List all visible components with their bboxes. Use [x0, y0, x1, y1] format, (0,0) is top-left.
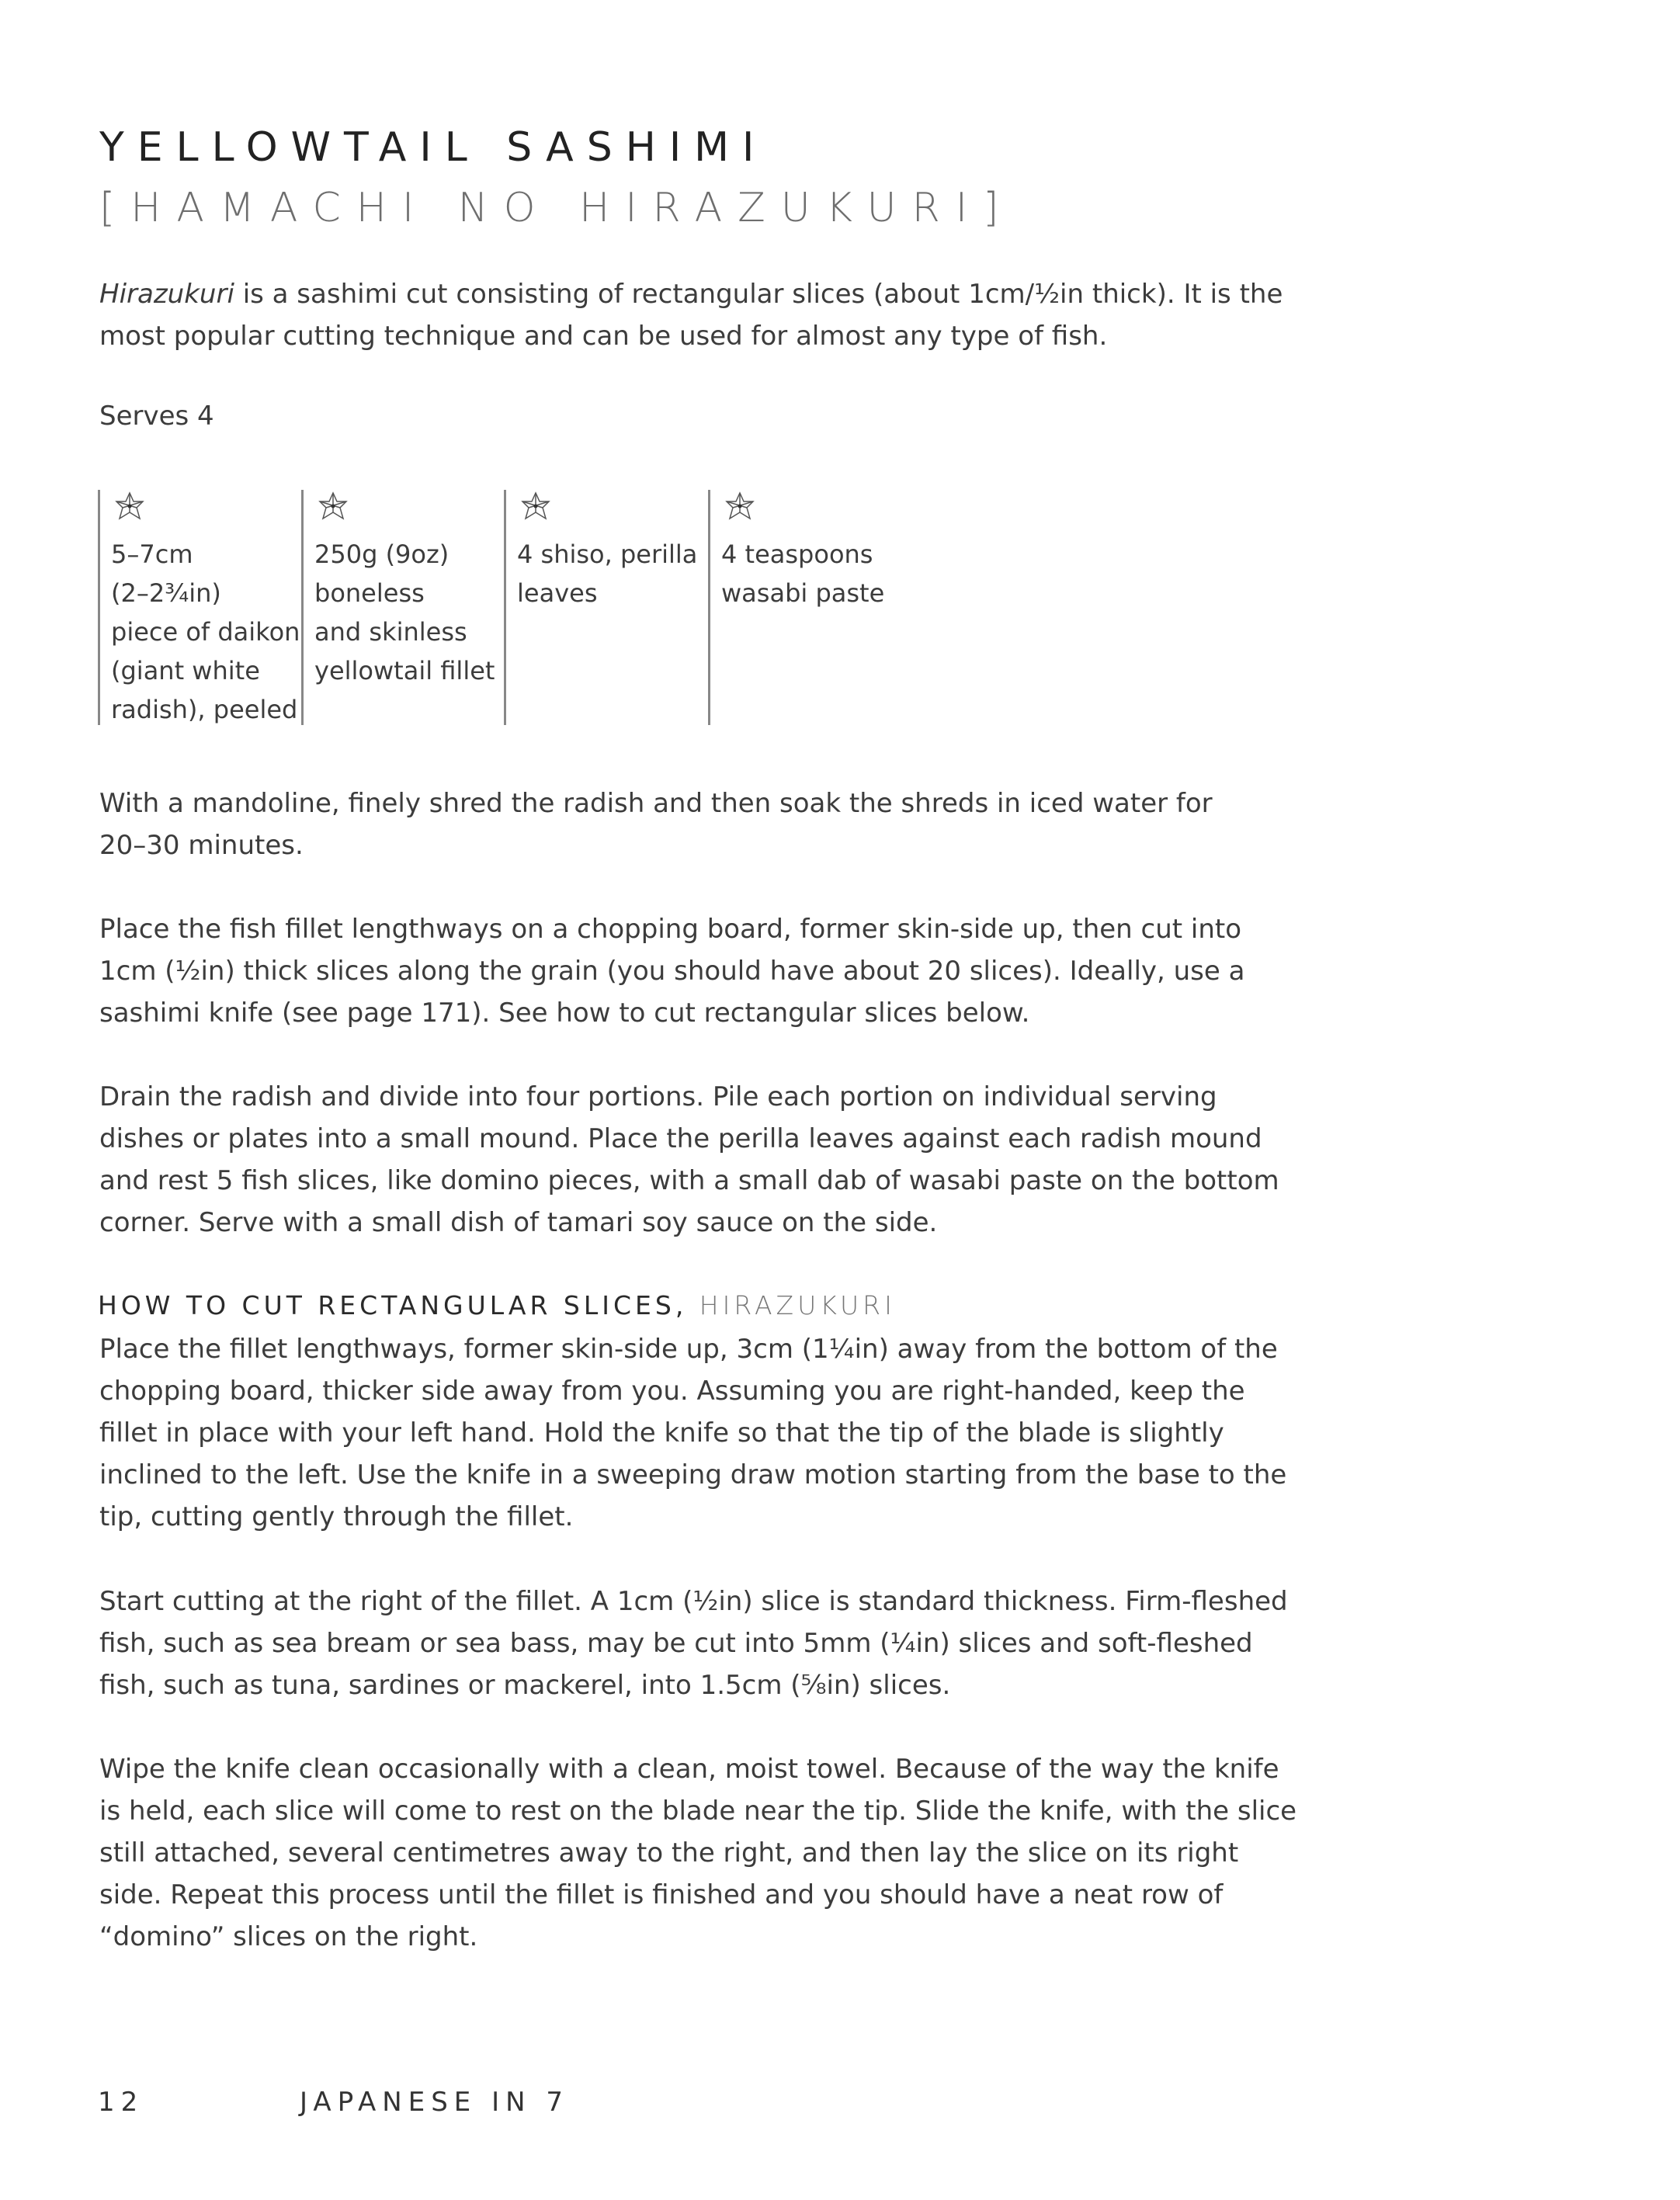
ingredient-text: (giant white	[111, 656, 260, 685]
intro-paragraph	[99, 273, 1283, 357]
section-heading	[98, 1290, 896, 1320]
flower-icon	[520, 491, 551, 522]
book-title: JAPANESE IN 7	[300, 2087, 569, 2118]
intro-line: is a sashimi cut consisting of rectangular slices (about 1cm/½in thick). It is the	[234, 279, 1283, 310]
ingredient-text: (2–2¾in)	[111, 578, 221, 608]
ingredient-text: 4 shiso, perilla	[517, 540, 698, 569]
ingredient-text: radish), peeled	[111, 695, 298, 724]
ingredient-text: piece of daikon	[111, 617, 300, 647]
serves: Serves 4	[99, 401, 214, 432]
text-line: Drain the radish and divide into four portions. Pile each portion on individual serving	[99, 1081, 1217, 1112]
text-line: 20–30 minutes.	[99, 830, 304, 861]
ingredient-text: 4 teaspoons	[721, 540, 873, 569]
ingredient-text: boneless	[314, 578, 425, 608]
text-line: Place the fish fillet lengthways on a chopping board, former skin-side up, then cut into	[99, 914, 1242, 945]
text-line: Start cutting at the right of the fillet. A 1cm (½in) slice is standard thickness. Firm-fleshed	[99, 1586, 1288, 1617]
text-line: inclined to the left. Use the knife in a sweeping draw motion starting from the base to the	[99, 1459, 1287, 1490]
text-line: “domino” slices on the right.	[99, 1921, 478, 1952]
method-step	[99, 782, 1213, 866]
flower-icon	[724, 491, 755, 522]
method-step	[99, 908, 1244, 1034]
intro-line: most popular cutting technique and can be used for almost any type of fish.	[99, 321, 1108, 352]
heading-subtext: HIRAZUKURI	[687, 1290, 896, 1320]
heading-text: HOW TO CUT RECTANGULAR SLICES,	[98, 1290, 688, 1320]
text-line: Place the fillet lengthways, former skin-side up, 3cm (1¼in) away from the bottom of the	[99, 1334, 1278, 1365]
ingredient-item	[301, 490, 495, 725]
ingredient-text: wasabi paste	[721, 578, 885, 608]
text-line: fish, such as tuna, sardines or mackerel, into 1.5cm (⅝in) slices.	[99, 1670, 951, 1701]
text-line: side. Repeat this process until the fillet is finished and you should have a neat row of	[99, 1879, 1224, 1910]
text-line: fillet in place with your left hand. Hold the knife so that the tip of the blade is slightly	[99, 1418, 1224, 1449]
intro-term: Hirazukuri	[99, 279, 234, 310]
ingredient-text: leaves	[517, 578, 598, 608]
text-line: Wipe the knife clean occasionally with a clean, moist towel. Because of the way the knife	[99, 1754, 1279, 1785]
text-line: and rest 5 fish slices, like domino pieces, with a small dab of wasabi paste on the bottom	[99, 1165, 1279, 1196]
text-line: 1cm (½in) thick slices along the grain (you should have about 20 slices). Ideally, use a	[99, 956, 1245, 987]
flower-icon	[114, 491, 145, 522]
ingredient-text: 5–7cm	[111, 540, 193, 569]
recipe-title: YELLOWTAIL SASHIMI	[99, 124, 768, 171]
ingredient-item	[98, 490, 300, 725]
recipe-subtitle: [HAMACHI NO HIRAZUKURI]	[99, 185, 1015, 231]
text-line: dishes or plates into a small mound. Place the perilla leaves against each radish mound	[99, 1123, 1262, 1154]
text-line: fish, such as sea bream or sea bass, may be cut into 5mm (¼in) slices and soft-fleshed	[99, 1628, 1253, 1659]
text-line: is held, each slice will come to rest on the blade near the tip. Slide the knife, with the slice	[99, 1796, 1297, 1827]
flower-icon	[318, 491, 349, 522]
ingredient-item	[708, 490, 884, 725]
section-paragraph	[99, 1748, 1296, 1958]
text-line: still attached, several centimetres away to the right, and then lay the slice on its right	[99, 1837, 1239, 1869]
section-paragraph	[99, 1581, 1288, 1706]
method-step	[99, 1076, 1279, 1244]
section-paragraph	[99, 1328, 1286, 1538]
text-line: tip, cutting gently through the fillet.	[99, 1501, 574, 1532]
page-number: 12	[98, 2087, 144, 2118]
text-line: sashimi knife (see page 171). See how to cut rectangular slices below.	[99, 998, 1030, 1029]
ingredient-item	[504, 490, 697, 725]
text-line: corner. Serve with a small dish of tamari soy sauce on the side.	[99, 1207, 938, 1238]
ingredient-text: 250g (9oz)	[314, 540, 450, 569]
ingredient-text: and skinless	[314, 617, 467, 647]
text-line: With a mandoline, finely shred the radish and then soak the shreds in iced water for	[99, 788, 1213, 819]
ingredient-text: yellowtail fillet	[314, 656, 495, 685]
text-line: chopping board, thicker side away from you. Assuming you are right-handed, keep the	[99, 1376, 1245, 1407]
